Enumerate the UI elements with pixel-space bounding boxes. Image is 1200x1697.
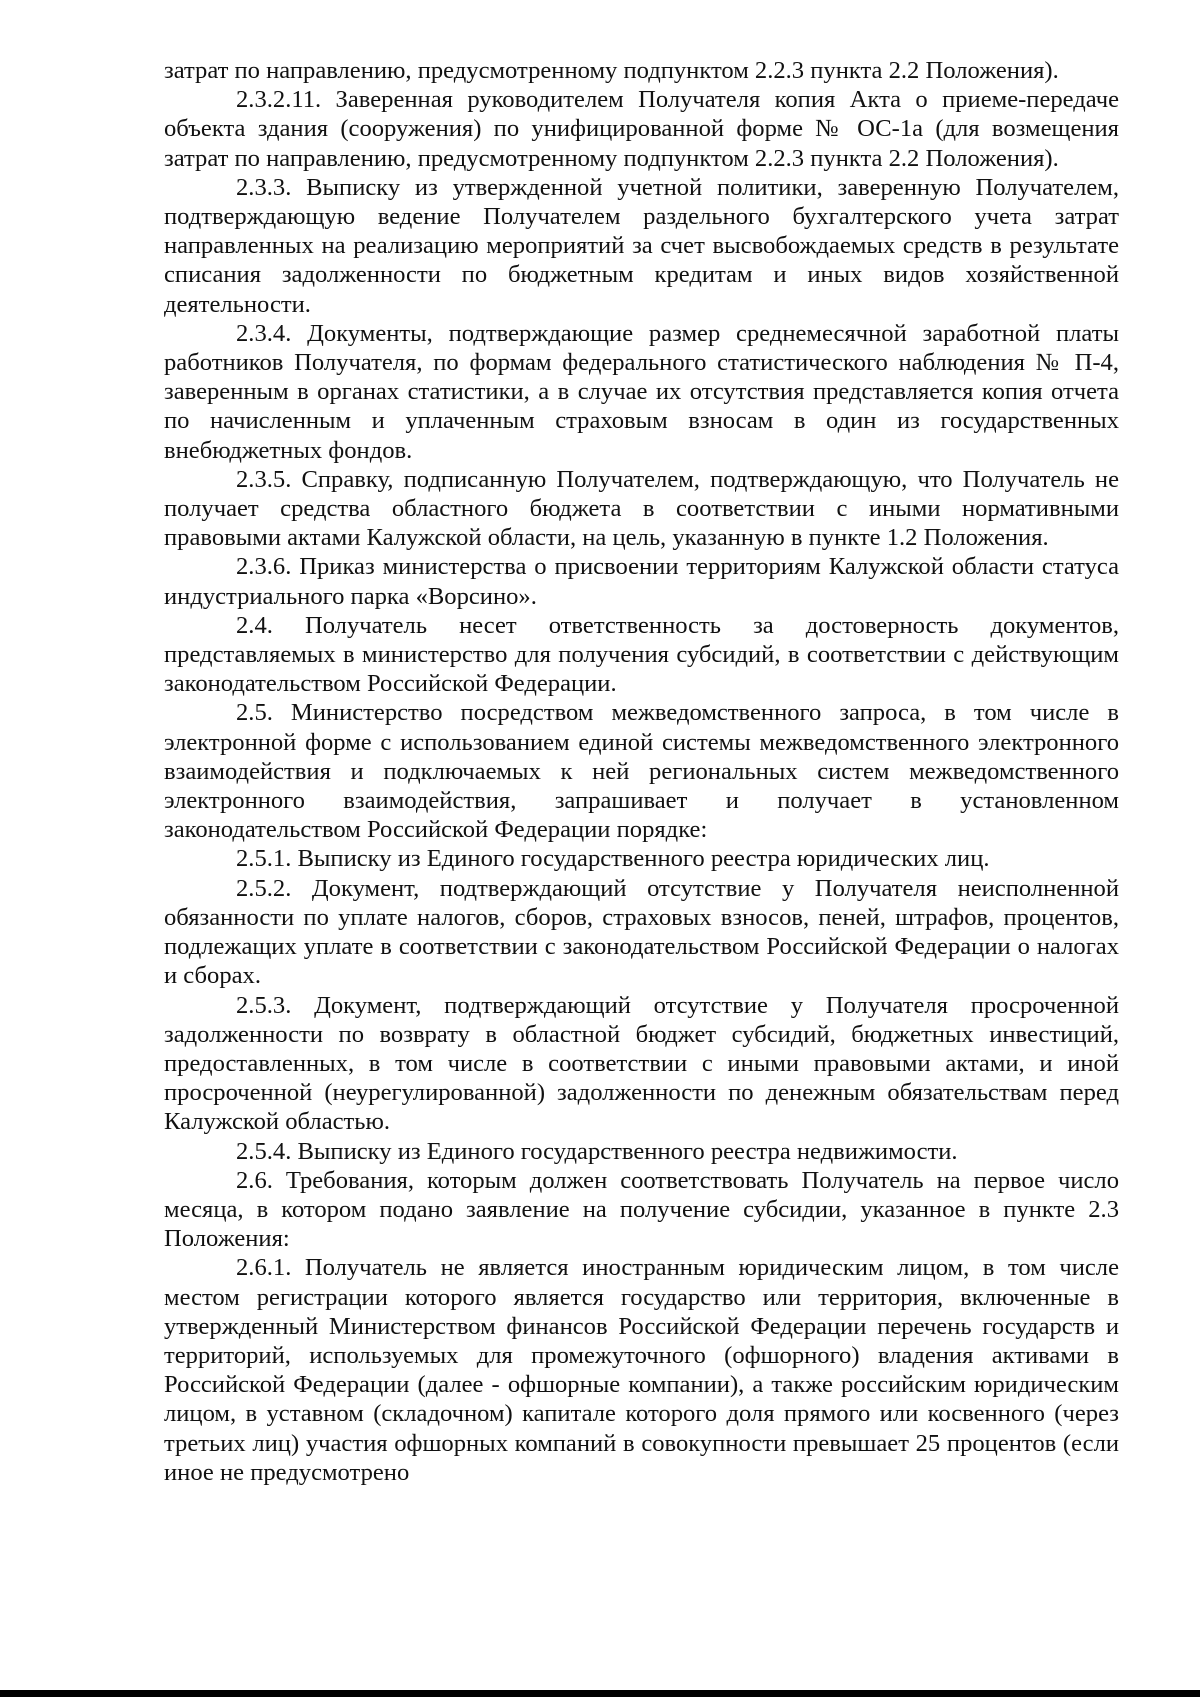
paragraph-2-6: 2.6. Требования, которым должен соответствовать Получатель на первое число месяца, в котором подано заявление на получение субсидии, указанное в пункте 2.3 Положения: (164, 1166, 1119, 1253)
paragraph-2-5: 2.5. Министерство посредством межведомственного запроса, в том числе в электронной форме с использованием единой системы межведомственного электронного взаимодействия и подключаемых к ней региональных систем межведомственного электронного взаимодействия, запрашивает и получает в установленном законодательством Российской Федерации порядке: (164, 699, 1119, 844)
paragraph-2-3-4: 2.3.4. Документы, подтверждающие размер среднемесячной заработной платы работников Получателя, по формам федерального статистического наблюдения № П-4, заверенным в органах статистики, а в случае их отсутствия представляется копия отчета по начисленным и уплаченным страховым взносам в один из государственных внебюджетных фондов. (164, 319, 1119, 464)
paragraph-2-5-3: 2.5.3. Документ, подтверждающий отсутствие у Получателя просроченной задолженности по возврату в областной бюджет субсидий, бюджетных инвестиций, предоставленных, в том числе в соответствии с иными правовыми актами, и иной просроченной (неурегулированной) задолженности по денежным обязательствам перед Калужской областью. (164, 991, 1119, 1136)
paragraph-2-3-6: 2.3.6. Приказ министерства о присвоении территориям Калужской области статуса индустриального парка «Ворсино». (164, 553, 1119, 610)
paragraph-2-3-5: 2.3.5. Справку, подписанную Получателем, подтверждающую, что Получатель не получает средства областного бюджета в соответствии с иными нормативными правовыми актами Калужской области, на цель, указанную в пункте 1.2 Положения. (164, 465, 1119, 552)
document-body (164, 56, 1119, 1487)
paragraph-continuation: затрат по направлению, предусмотренному подпунктом 2.2.3 пункта 2.2 Положения). (164, 57, 1059, 84)
paragraph-2-5-2: 2.5.2. Документ, подтверждающий отсутствие у Получателя неисполненной обязанности по уплате налогов, сборов, страховых взносов, пеней, штрафов, процентов, подлежащих уплате в соответствии с законодательством Российской Федерации о налогах и сборах. (164, 874, 1119, 990)
paragraph-2-3-2-11: 2.3.2.11. Заверенная руководителем Получателя копия Акта о приеме-передаче объекта здания (сооружения) по унифицированной форме № ОС-1а (для возмещения затрат по направлению, предусмотренному подпунктом 2.2.3 пункта 2.2 Положения). (164, 86, 1119, 172)
paragraph-2-4: 2.4. Получатель несет ответственность за достоверность документов, представляемых в министерство для получения субсидий, в соответствии с действующим законодательством Российской Федерации. (164, 611, 1119, 698)
paragraph-2-6-1: 2.6.1. Получатель не является иностранным юридическим лицом, в том числе местом регистрации которого является государство или территория, включенные в утвержденный Министерством финансов Российской Федерации перечень государств и территорий, используемых для промежуточного (офшорного) владения активами в Российской Федерации (далее - офшорные компании), а также российским юридическим лицом, в уставном (складочном) капитале которого доля прямого или косвенного (через третьих лиц) участия офшорных компаний в совокупности превышает 25 процентов (если иное не предусмотрено (164, 1254, 1119, 1486)
scan-bottom-edge (0, 1690, 1200, 1697)
paragraph-2-3-3: 2.3.3. Выписку из утвержденной учетной политики, заверенную Получателем, подтверждающую ведение Получателем раздельного бухгалтерского учета затрат направленных на реализацию мероприятий за счет высвобождаемых средств в результате списания задолженности по бюджетным кредитам и иных видов хозяйственной деятельности. (164, 173, 1119, 318)
paragraph-2-5-4: 2.5.4. Выписку из Единого государственного реестра недвижимости. (236, 1137, 958, 1165)
paragraph-2-5-1: 2.5.1. Выписку из Единого государственного реестра юридических лиц. (236, 845, 990, 873)
